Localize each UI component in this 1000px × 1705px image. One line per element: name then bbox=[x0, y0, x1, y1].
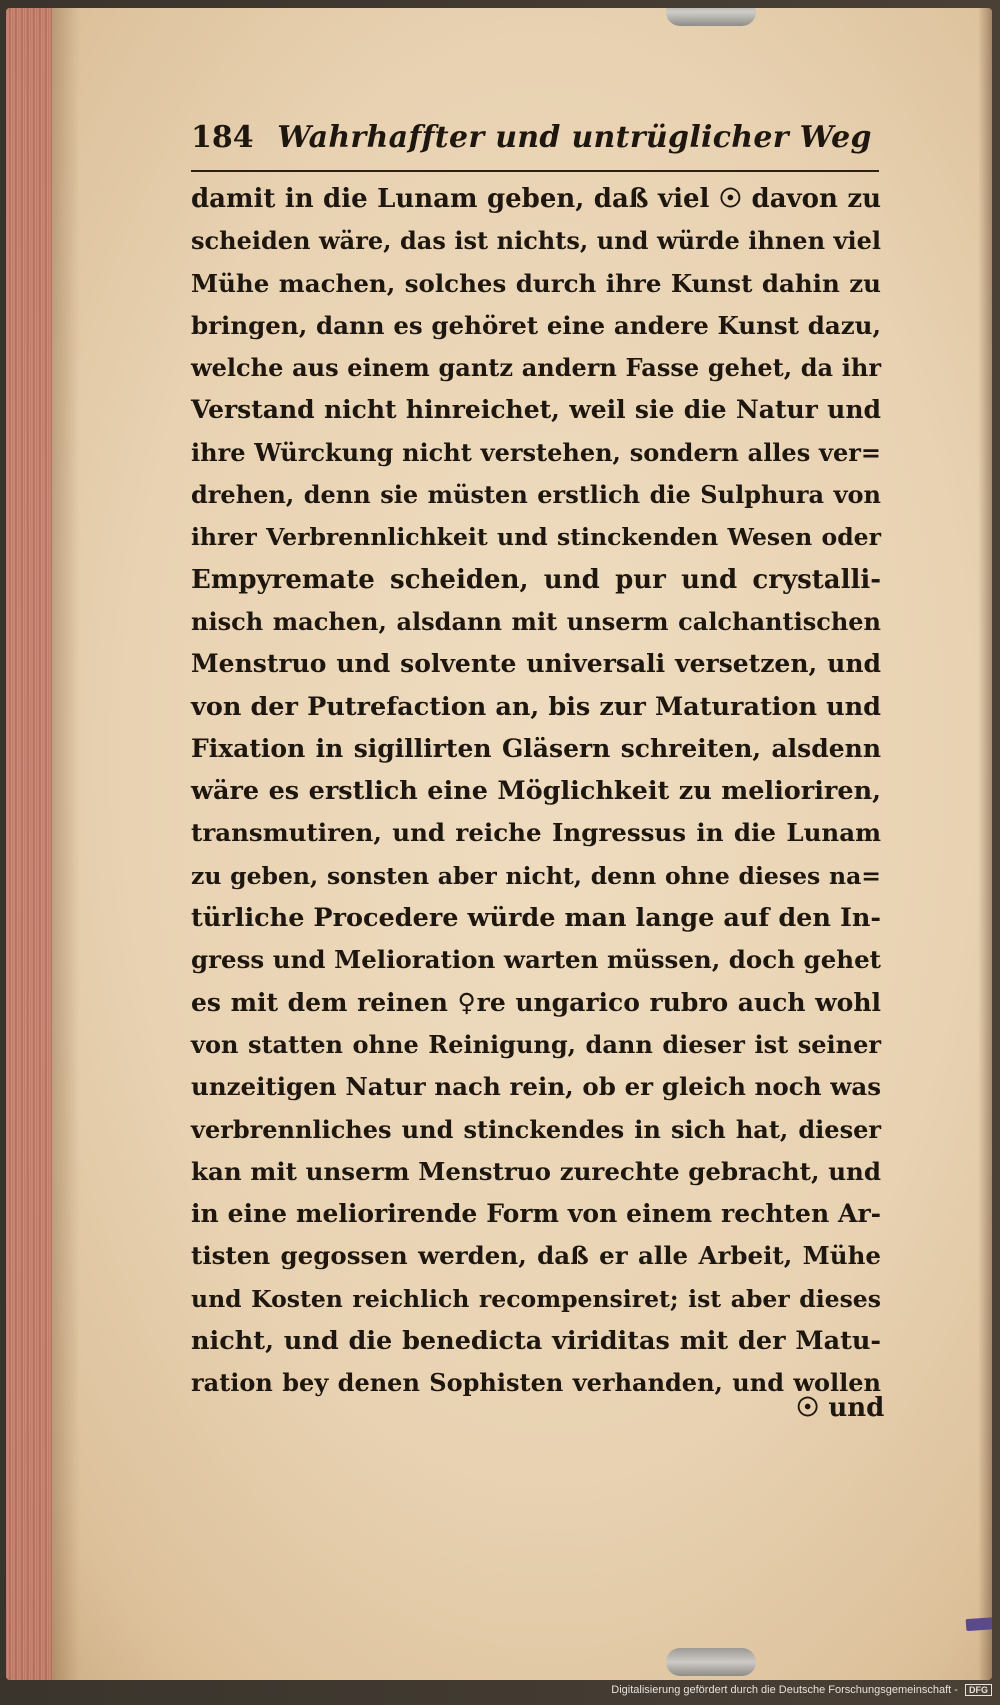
body-text bbox=[191, 178, 881, 1405]
header-rule bbox=[191, 170, 879, 172]
page-header bbox=[191, 120, 891, 172]
page-number: 184 bbox=[191, 120, 254, 155]
text-line: damit in die Lunam geben, daß viel ☉ davon zu bbox=[191, 184, 881, 214]
dfg-logo: DFG bbox=[965, 1684, 992, 1696]
digitization-credit bbox=[0, 1684, 992, 1696]
page-gutter-shadow bbox=[52, 8, 80, 1680]
text-line: Empyremate scheiden, und pur und crystalli- bbox=[191, 564, 881, 595]
text-line: von statten ohne Reinigung, dann dieser ist seiner bbox=[191, 1029, 881, 1059]
text-line: ihrer Verbrennlichkeit und stinckenden Wesen oder bbox=[191, 523, 881, 552]
text-line: und Kosten reichlich recompensiret; ist aber dieses bbox=[191, 1284, 881, 1313]
catchword: ☉ und bbox=[796, 1393, 885, 1423]
text-line: verbrennliches und stinckendes in sich hat, dieser bbox=[191, 1114, 881, 1144]
text-line: Verstand nicht hinreichet, weil sie die Natur und bbox=[191, 395, 881, 425]
text-line: transmutiren, und reiche Ingressus in die Lunam bbox=[191, 818, 881, 848]
text-line: ihre Würckung nicht verstehen, sondern alles ver= bbox=[191, 437, 881, 467]
text-line: Mühe machen, solches durch ihre Kunst dahin zu bbox=[191, 268, 881, 298]
page-edge-right bbox=[978, 8, 992, 1680]
text-line: nicht, und die benedicta viriditas mit der Matu- bbox=[191, 1326, 881, 1357]
text-line: von der Putrefaction an, bis zur Maturation und bbox=[191, 691, 881, 722]
text-line: Fixation in sigillirten Gläsern schreiten, alsdenn bbox=[191, 733, 881, 763]
text-line: gress und Melioration warten müssen, doch gehet bbox=[191, 945, 881, 975]
clip-top bbox=[666, 8, 756, 26]
text-line: tisten gegossen werden, daß er alle Arbeit, Mühe bbox=[191, 1241, 881, 1271]
text-line: es mit dem reinen ♀re ungarico rubro auch wohl bbox=[191, 987, 881, 1017]
text-line: kan mit unserm Menstruo zurechte gebracht, und bbox=[191, 1156, 881, 1186]
text-line: wäre es erstlich eine Möglichkeit zu melioriren, bbox=[191, 776, 881, 807]
clip-bottom bbox=[666, 1648, 756, 1676]
book-page bbox=[6, 8, 992, 1680]
text-line: türliche Procedere würde man lange auf den In- bbox=[191, 903, 881, 934]
credit-text: Digitalisierung gefördert durch die Deutsche Forschungsgemeinschaft - bbox=[611, 1684, 958, 1696]
text-line: nisch machen, alsdann mit unserm calchantischen bbox=[191, 606, 881, 636]
text-line: in eine meliorirende Form von einem rechten Ar- bbox=[191, 1199, 881, 1229]
running-head: Wahrhaffter und untrüglicher Weg bbox=[277, 120, 872, 155]
text-line: welche aus einem gantz andern Fasse gehet, da ihr bbox=[191, 353, 881, 383]
text-line: zu geben, sonsten aber nicht, denn ohne dieses na= bbox=[191, 861, 881, 890]
text-line: ration bey denen Sophisten verhanden, und wollen bbox=[191, 1368, 881, 1398]
bookmark-ribbon bbox=[966, 1617, 992, 1631]
text-line: bringen, dann es gehöret eine andere Kunst dazu, bbox=[191, 310, 881, 340]
text-line: unzeitigen Natur nach rein, ob er gleich noch was bbox=[191, 1072, 881, 1102]
text-line: Menstruo und solvente universali versetzen, und bbox=[191, 649, 881, 679]
page-edge-left bbox=[6, 8, 52, 1680]
text-line: scheiden wäre, das ist nichts, und würde ihnen viel bbox=[191, 226, 881, 256]
text-line: drehen, denn sie müsten erstlich die Sulphura von bbox=[191, 480, 881, 510]
